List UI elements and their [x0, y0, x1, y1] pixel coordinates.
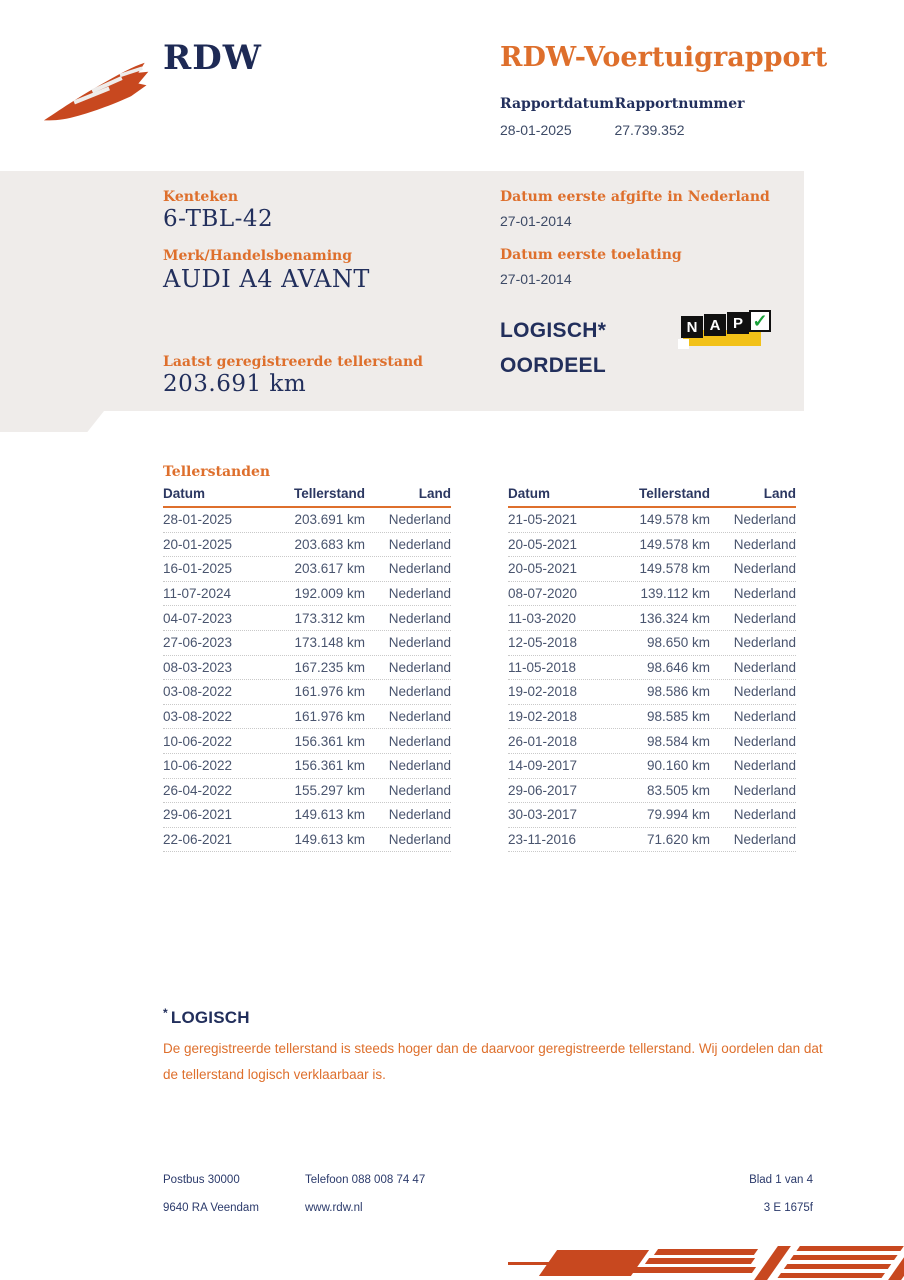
cell-land: Nederland — [733, 709, 796, 725]
col-tellerstand: Tellerstand — [638, 486, 710, 501]
rdw-logo-wordmark: RDW — [163, 38, 262, 78]
wing-notch — [504, 1242, 518, 1260]
cell-tellerstand: 192.009 km — [294, 586, 365, 602]
table-row — [163, 631, 451, 656]
cell-tellerstand: 71.620 km — [646, 832, 710, 848]
cell-tellerstand: 98.585 km — [646, 709, 710, 725]
tellerstanden-table-right — [508, 486, 796, 852]
wing-stripe — [645, 1258, 755, 1264]
cell-tellerstand: 203.683 km — [294, 536, 365, 552]
cell-datum: 20-05-2021 — [508, 536, 578, 552]
table-row — [508, 828, 796, 853]
footer-address-line2: 9640 RA Veendam — [163, 1202, 259, 1214]
cell-tellerstand: 98.646 km — [646, 659, 710, 675]
nap-letter-n: N — [681, 316, 703, 338]
table-header — [508, 486, 796, 508]
cell-land: Nederland — [733, 635, 796, 651]
table-row — [508, 606, 796, 631]
footer-website: www.rdw.nl — [305, 1202, 363, 1214]
cell-tellerstand: 149.578 km — [639, 536, 710, 552]
cell-datum: 11-07-2024 — [163, 586, 232, 602]
cell-datum: 10-06-2022 — [163, 758, 233, 774]
table-row — [163, 557, 451, 582]
cell-datum: 20-05-2021 — [508, 561, 578, 577]
cell-tellerstand: 149.613 km — [294, 832, 365, 848]
table-row — [508, 705, 796, 730]
cell-datum: 11-03-2020 — [508, 610, 577, 626]
cell-tellerstand: 83.505 km — [646, 782, 710, 798]
cell-datum: 08-03-2023 — [163, 659, 233, 675]
cell-tellerstand: 90.160 km — [646, 758, 710, 774]
footnote-heading — [163, 1006, 833, 1028]
table-row — [508, 729, 796, 754]
footer-form-code: 3 E 1675f — [763, 1202, 813, 1214]
afgifte-value: 27-01-2014 — [500, 213, 572, 229]
cell-tellerstand: 149.613 km — [294, 807, 365, 823]
nap-logo — [678, 309, 768, 351]
cell-tellerstand: 156.361 km — [294, 733, 365, 749]
cell-land: Nederland — [733, 782, 796, 798]
table-header — [163, 486, 451, 508]
nap-white-notch — [678, 339, 689, 349]
cell-land: Nederland — [388, 733, 451, 749]
cell-land: Nederland — [733, 561, 796, 577]
col-land: Land — [418, 486, 451, 501]
cell-land: Nederland — [388, 832, 451, 848]
nap-checkmark-icon: ✓ — [749, 310, 771, 332]
cell-land: Nederland — [388, 709, 451, 725]
cell-datum: 27-06-2023 — [163, 635, 233, 651]
cell-land: Nederland — [388, 659, 451, 675]
nap-letter-p: P — [727, 312, 749, 334]
cell-land: Nederland — [388, 610, 451, 626]
col-land: Land — [763, 486, 796, 501]
cell-land: Nederland — [388, 536, 451, 552]
report-number-value: 27.739.352 — [614, 122, 685, 138]
cell-tellerstand: 98.650 km — [646, 635, 710, 651]
cell-datum: 16-01-2025 — [163, 561, 233, 577]
report-meta — [500, 95, 774, 140]
footnote-star: * — [163, 1006, 168, 1020]
footnote-text: De geregistreerde tellerstand is steeds hoger dan de daarvoor geregistreerde tellerstand. Wij oordelen dan dat de tellerstand logisch verklaarbaar is. — [163, 1041, 823, 1082]
cell-datum: 28-01-2025 — [163, 512, 233, 528]
cell-tellerstand: 98.584 km — [646, 733, 710, 749]
table-row — [508, 631, 796, 656]
table-row — [163, 533, 451, 558]
cell-datum: 03-08-2022 — [163, 709, 233, 725]
wing-stripe — [654, 1249, 758, 1255]
cell-land: Nederland — [733, 733, 796, 749]
table-row — [508, 779, 796, 804]
footer-page-number: Blad 1 van 4 — [749, 1174, 813, 1186]
cell-datum: 26-01-2018 — [508, 733, 578, 749]
cell-datum: 03-08-2022 — [163, 684, 233, 700]
table-row — [508, 656, 796, 681]
cell-datum: 26-04-2022 — [163, 782, 233, 798]
afgifte-label: Datum eerste afgifte in Nederland — [500, 189, 770, 205]
cell-tellerstand: 161.976 km — [294, 684, 365, 700]
cell-land: Nederland — [388, 561, 451, 577]
cell-datum: 12-05-2018 — [508, 635, 578, 651]
footer-address-line1: Postbus 30000 — [163, 1174, 240, 1186]
cell-datum: 19-02-2018 — [508, 709, 578, 725]
tellerstanden-section — [163, 464, 796, 852]
cell-land: Nederland — [733, 659, 796, 675]
kenteken-label: Kenteken — [163, 189, 239, 205]
cell-land: Nederland — [388, 758, 451, 774]
page-title: RDW-Voertuigrapport — [500, 42, 828, 73]
wing-stripe — [632, 1267, 756, 1273]
logisch-footnote — [163, 1006, 833, 1088]
cell-tellerstand: 98.586 km — [646, 684, 710, 700]
cell-datum: 29-06-2021 — [163, 807, 233, 823]
table-row — [508, 803, 796, 828]
table-row — [163, 754, 451, 779]
table-row — [163, 508, 451, 533]
cell-datum: 22-06-2021 — [163, 832, 233, 848]
table-body-right — [508, 508, 796, 852]
toelating-value: 27-01-2014 — [500, 271, 572, 287]
cell-datum: 14-09-2017 — [508, 758, 578, 774]
rdw-logo — [38, 30, 268, 125]
cell-tellerstand: 173.148 km — [294, 635, 365, 651]
cell-datum: 23-11-2016 — [508, 832, 577, 848]
cell-tellerstand: 173.312 km — [294, 610, 365, 626]
report-date-value: 28-01-2025 — [500, 122, 572, 138]
cell-land: Nederland — [388, 684, 451, 700]
cell-land: Nederland — [388, 512, 451, 528]
cell-land: Nederland — [733, 684, 796, 700]
table-row — [163, 705, 451, 730]
oordeel-line2: OORDEEL — [500, 354, 606, 377]
cell-datum: 30-03-2017 — [508, 807, 578, 823]
cell-land: Nederland — [733, 586, 796, 602]
table-row — [508, 582, 796, 607]
col-tellerstand: Tellerstand — [293, 486, 365, 501]
cell-datum: 20-01-2025 — [163, 536, 233, 552]
cell-land: Nederland — [388, 635, 451, 651]
cell-tellerstand: 136.324 km — [639, 610, 710, 626]
cell-datum: 04-07-2023 — [163, 610, 233, 626]
tellerstanden-heading: Tellerstanden — [163, 464, 271, 480]
tellerstand-label: Laatst geregistreerde tellerstand — [163, 354, 423, 370]
col-datum: Datum — [163, 486, 206, 501]
table-row — [163, 779, 451, 804]
cell-land: Nederland — [733, 758, 796, 774]
cell-datum: 08-07-2020 — [508, 586, 578, 602]
table-row — [163, 729, 451, 754]
table-row — [163, 680, 451, 705]
wing-striped-block — [776, 1246, 904, 1280]
footer-phone: Telefoon 088 008 74 47 — [305, 1174, 426, 1186]
nap-letter-a: A — [704, 314, 726, 336]
table-body-left — [163, 508, 451, 852]
cell-tellerstand: 167.235 km — [294, 659, 365, 675]
cell-land: Nederland — [388, 586, 451, 602]
table-row — [163, 656, 451, 681]
cell-tellerstand: 155.297 km — [294, 782, 365, 798]
cell-land: Nederland — [733, 512, 796, 528]
cell-tellerstand: 139.112 km — [640, 586, 710, 602]
table-row — [508, 508, 796, 533]
cell-tellerstand: 149.578 km — [639, 512, 710, 528]
tellerstand-value: 203.691 km — [163, 371, 307, 397]
cell-tellerstand: 161.976 km — [294, 709, 365, 725]
vehicle-summary-panel — [0, 171, 804, 411]
merk-label: Merk/Handelsbenaming — [163, 248, 353, 264]
rdw-wing-graphic-icon — [504, 1242, 904, 1280]
kenteken-value: 6-TBL-42 — [163, 206, 274, 232]
cell-tellerstand: 149.578 km — [639, 561, 710, 577]
cell-tellerstand: 203.617 km — [294, 561, 365, 577]
rdw-logo-flame-icon — [38, 52, 156, 124]
cell-land: Nederland — [733, 610, 796, 626]
toelating-label: Datum eerste toelating — [500, 247, 682, 263]
table-row — [508, 533, 796, 558]
table-row — [163, 606, 451, 631]
cell-land: Nederland — [388, 782, 451, 798]
cell-datum: 11-05-2018 — [508, 659, 577, 675]
cell-datum: 29-06-2017 — [508, 782, 578, 798]
tellerstanden-table-left — [163, 486, 451, 852]
cell-tellerstand: 79.994 km — [646, 807, 710, 823]
table-row — [508, 680, 796, 705]
cell-tellerstand: 203.691 km — [294, 512, 365, 528]
table-row — [163, 828, 451, 853]
table-row — [508, 754, 796, 779]
report-date-label: Rapportdatum — [500, 96, 615, 112]
cell-tellerstand: 156.361 km — [294, 758, 365, 774]
oordeel-text — [500, 313, 606, 383]
oordeel-line1: LOGISCH* — [500, 319, 607, 342]
cell-land: Nederland — [733, 807, 796, 823]
col-datum: Datum — [508, 486, 551, 501]
panel-tail-shape — [0, 411, 104, 432]
report-number-label: Rapportnummer — [614, 96, 745, 112]
cell-land: Nederland — [388, 807, 451, 823]
cell-land: Nederland — [733, 832, 796, 848]
table-row — [508, 557, 796, 582]
cell-datum: 19-02-2018 — [508, 684, 578, 700]
footnote-heading-text: LOGISCH — [170, 1008, 250, 1027]
table-row — [163, 582, 451, 607]
page-footer — [163, 1166, 813, 1222]
merk-value: AUDI A4 AVANT — [163, 265, 370, 293]
cell-datum: 10-06-2022 — [163, 733, 233, 749]
table-row — [163, 803, 451, 828]
cell-land: Nederland — [733, 536, 796, 552]
cell-datum: 21-05-2021 — [508, 512, 578, 528]
